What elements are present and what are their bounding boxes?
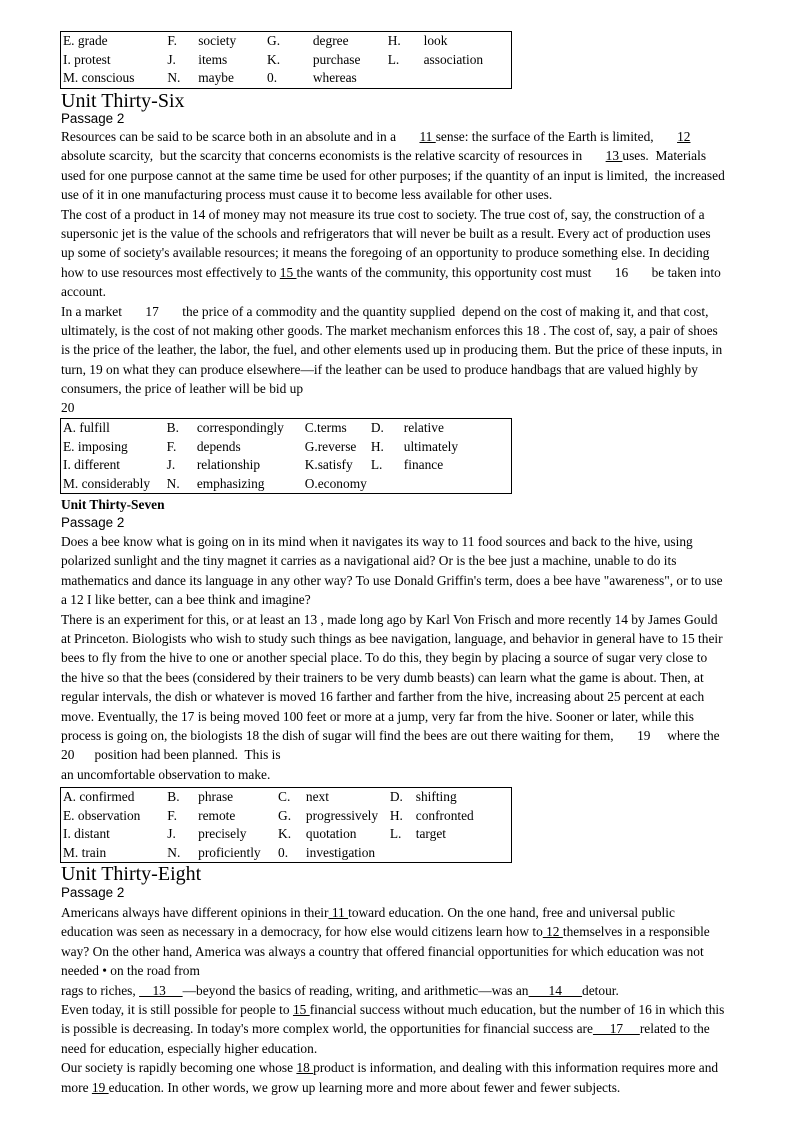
- word-bank-cell: society: [198, 33, 237, 48]
- word-bank-cell: phrase: [198, 789, 234, 804]
- word-bank-cell: shifting: [415, 789, 457, 804]
- blank-number: 12: [542, 924, 563, 940]
- text-run: polarized sunlight and the tiny magnet it carries as a navigational aid? Or is the bee just a machine, unable to do its: [61, 553, 677, 569]
- unit-37-passage-text: [61, 532, 761, 784]
- text-run: account.: [61, 284, 106, 300]
- blank-number: 15: [292, 1001, 310, 1017]
- text-run: at Princeton. Biologists who wish to study such things as bee navigation, language, and behavior in general have to 15 their: [61, 630, 723, 646]
- text-run: education. In other words, we grow up learning more and more about fewer and fewer subjects.: [108, 1079, 621, 1095]
- word-bank-cell: B.: [167, 789, 180, 804]
- unit-38-passage-text: [61, 903, 761, 1097]
- unit-37-title: Unit Thirty-Seven: [61, 497, 165, 512]
- text-run: supersonic jet is the value of the schools and refrigerators that will never be built as a result. Every act of production uses: [61, 225, 711, 241]
- word-bank-cell: finance: [403, 457, 444, 472]
- word-bank-cell: A. fulfill: [63, 420, 110, 435]
- text-run: uses. Materials: [622, 148, 707, 164]
- word-bank-cell: L.: [389, 826, 402, 841]
- blank-number: 14: [528, 982, 583, 998]
- blank-number: 17: [592, 1021, 640, 1037]
- text-run: The cost of a product in 14 of money may not measure its true cost to society. The true cost of, say, the construction of a: [61, 206, 705, 222]
- text-run: 20 position had been planned. This is: [61, 747, 281, 763]
- word-bank-cell: target: [415, 826, 446, 841]
- word-bank-cell: E. imposing: [63, 438, 128, 454]
- blank-number: 18: [296, 1060, 314, 1076]
- passage-line: [61, 321, 761, 340]
- text-run: related to the: [639, 1021, 710, 1037]
- passage-line: [61, 340, 761, 359]
- passage-line: [61, 922, 761, 941]
- passage-line: [61, 1019, 761, 1038]
- text-run: is possible is decreasing. In today's more complex world, the opportunities for financial success are: [61, 1021, 593, 1037]
- word-bank-row: [61, 438, 512, 457]
- word-bank-cell: relative: [403, 420, 444, 435]
- word-bank-cell: purchase: [312, 51, 361, 67]
- word-bank-cell: K.: [267, 51, 281, 67]
- word-bank-cell: relationship: [196, 457, 261, 472]
- word-bank-cell: depends: [196, 438, 241, 454]
- word-bank-cell: quotation: [305, 826, 357, 841]
- passage-line: [61, 745, 761, 764]
- word-bank-cell: [369, 475, 402, 494]
- text-run: product is information, and dealing with this information requires more and: [313, 1060, 719, 1076]
- word-bank-cell: progressively: [305, 807, 379, 823]
- text-run: 20: [61, 400, 75, 416]
- word-bank-cell: association: [423, 51, 484, 67]
- text-run: more: [61, 1079, 92, 1095]
- text-run: toward education. On the one hand, free and universal public: [348, 905, 675, 920]
- word-bank-cell: [414, 844, 512, 863]
- word-bank-cell: look: [423, 33, 448, 48]
- word-bank-cell: K.: [278, 826, 292, 841]
- word-bank-cell: items: [198, 51, 228, 67]
- word-bank-cell: N.: [166, 475, 180, 491]
- word-bank-cell: C.terms: [304, 420, 347, 435]
- word-bank-cell: investigation: [305, 844, 376, 860]
- passage-line: [61, 243, 761, 262]
- passage-line: [61, 765, 761, 784]
- text-run: ultimately, is the cost of not making other goods. The market mechanism enforces this 18 . The cost of, say, a pair of shoes: [61, 322, 718, 338]
- word-bank-cell: N.: [167, 844, 181, 860]
- word-bank-table-top: [60, 31, 512, 89]
- text-run: financial success without much education, but the number of 16 in which this: [309, 1001, 725, 1017]
- word-bank-row: [61, 456, 512, 475]
- text-run: bees to fly from the hive to one or another special place. To do this, they begin by placing a source of sugar very close to: [61, 650, 708, 666]
- passage-line: [61, 166, 761, 185]
- passage-line: [61, 185, 761, 204]
- blank-number: 13: [605, 148, 623, 164]
- blank-number: 11: [328, 905, 349, 920]
- passage-line: [61, 1078, 761, 1097]
- word-bank-cell: H.: [370, 438, 384, 454]
- word-bank-cell: C.: [278, 789, 291, 804]
- passage-line: [61, 687, 761, 706]
- blank-number: 11: [419, 129, 436, 144]
- text-run: regular intervals, the dish or whatever is moved 16 farther and farther from the hive, increasing about 25 percent at each: [61, 689, 705, 705]
- word-bank-cell: M. train: [63, 844, 107, 860]
- text-run: needed • on the road from: [61, 963, 200, 979]
- passage-line: [61, 610, 761, 629]
- passage-line: [61, 127, 761, 146]
- word-bank-cell: J.: [166, 457, 176, 472]
- text-run: education was seen as necessary in a democracy, for how else would citizens learn how to: [61, 924, 543, 940]
- word-bank-cell: [402, 475, 512, 494]
- word-bank-cell: D.: [389, 789, 403, 804]
- text-run: Even today, it is still possible for people to: [61, 1001, 293, 1017]
- word-bank-table-unit-37: [60, 787, 512, 863]
- word-bank-cell: [386, 69, 422, 88]
- text-run: way? On the other hand, America was always a country that offered financial opportunities for which education was not: [61, 943, 704, 959]
- word-bank-cell: G.: [267, 33, 281, 48]
- blank-number: 13: [139, 982, 183, 998]
- text-run: the wants of the community, this opportunity cost must 16 be taken into: [296, 264, 721, 280]
- passage-line: [61, 379, 761, 398]
- text-run: Our society is rapidly becoming one whose: [61, 1060, 297, 1076]
- word-bank-row: [61, 825, 512, 844]
- word-bank-table-unit-36: [60, 418, 512, 494]
- unit-38-passage-label: Passage 2: [61, 885, 125, 900]
- word-bank-cell: E. observation: [63, 807, 141, 823]
- unit-36-passage-text: [61, 127, 761, 418]
- passage-line: [61, 1039, 761, 1058]
- word-bank-cell: 0.: [278, 844, 289, 860]
- text-run: turn, 19 on what they can produce elsewhere—if the leather can be used to produce handbags that are valued highly by: [61, 361, 698, 377]
- text-run: used for one purpose cannot at the same time be used for other purposes; if the quantity of an input is limited, the increased: [61, 167, 725, 183]
- text-run: Americans always have different opinions in their: [61, 905, 329, 920]
- text-run: detour.: [582, 982, 619, 998]
- word-bank-cell: emphasizing: [196, 475, 265, 491]
- text-run: Does a bee know what is going on in its mind when it navigates its way to 11 food sources and back to the hive, using: [61, 534, 693, 549]
- text-run: Resources can be said to be scarce both in an absolute and in a: [61, 129, 420, 144]
- word-bank-cell: F.: [167, 807, 178, 823]
- passage-line: [61, 302, 761, 321]
- passage-line: [61, 360, 761, 379]
- word-bank-cell: whereas: [312, 70, 357, 85]
- word-bank-cell: J.: [167, 51, 176, 67]
- text-run: the hive so that the bees (considered by their trainers to be very dumb beasts) can learn what the game is about. Then, at: [61, 669, 704, 685]
- word-bank-cell: E. grade: [63, 33, 108, 48]
- word-bank-row: [61, 844, 512, 863]
- passage-line: [61, 224, 761, 243]
- passage-line: [61, 629, 761, 648]
- unit-36-passage-label: Passage 2: [61, 111, 125, 126]
- passage-line: [61, 205, 761, 224]
- word-bank-cell: G.: [278, 807, 292, 823]
- word-bank-cell: F.: [166, 438, 177, 454]
- passage-line: [61, 532, 761, 551]
- word-bank-cell: L.: [370, 457, 383, 472]
- passage-line: [61, 981, 761, 1000]
- unit-36-title: Unit Thirty-Six: [61, 90, 185, 112]
- word-bank-cell: J.: [167, 826, 176, 841]
- text-run: a 12 I like better, can a bee think and imagine?: [61, 592, 311, 608]
- text-run: an uncomfortable observation to make.: [61, 766, 271, 782]
- word-bank-cell: 0.: [267, 70, 278, 85]
- passage-line: [61, 707, 761, 726]
- word-bank-cell: I. protest: [63, 51, 111, 67]
- text-run: move. Eventually, the 17 is being moved 100 feet or more at a jump, very far from the hive. Sooner or later, while this: [61, 708, 694, 724]
- word-bank-cell: K.satisfy: [304, 457, 353, 472]
- word-bank-cell: maybe: [198, 70, 234, 85]
- text-run: is the price of the leather, the labor, the fuel, and other elements used up in producing them. But the price of these inputs, in: [61, 342, 723, 358]
- word-bank-cell: O.economy: [304, 475, 367, 491]
- word-bank-row: [61, 32, 512, 51]
- text-run: There is an experiment for this, or at least an 13 , made long ago by Karl Von Frisch and more recently 14 by James Gould: [61, 611, 718, 627]
- word-bank-cell: G.reverse: [304, 438, 357, 454]
- word-bank-cell: confronted: [415, 807, 474, 823]
- text-run: —beyond the basics of reading, writing, and arithmetic—was an: [182, 982, 529, 998]
- word-bank-cell: M. conscious: [63, 70, 135, 85]
- word-bank-cell: ultimately: [403, 438, 459, 454]
- passage-line: [61, 551, 761, 570]
- word-bank-row: [61, 51, 512, 70]
- passage-line: [61, 942, 761, 961]
- passage-line: [61, 398, 761, 417]
- word-bank-cell: correspondingly: [196, 420, 284, 435]
- word-bank-cell: next: [305, 789, 329, 804]
- word-bank-cell: B.: [166, 420, 179, 435]
- word-bank-cell: I. different: [63, 457, 121, 472]
- word-bank-cell: proficiently: [198, 844, 261, 860]
- word-bank-cell: F.: [167, 33, 178, 48]
- word-bank-cell: I. distant: [63, 826, 110, 841]
- text-run: how to use resources most effectively to: [61, 264, 280, 280]
- passage-line: [61, 668, 761, 687]
- passage-line: [61, 263, 761, 282]
- passage-line: [61, 961, 761, 980]
- word-bank-cell: M. considerably: [63, 475, 151, 491]
- text-run: use of it in one manufacturing process must cause it to become less available for other uses.: [61, 187, 553, 203]
- passage-line: [61, 1058, 761, 1077]
- word-bank-row: [61, 419, 512, 438]
- passage-line: [61, 726, 761, 745]
- word-bank-cell: [388, 844, 414, 863]
- passage-line: [61, 1000, 761, 1019]
- passage-line: [61, 590, 761, 609]
- word-bank-row: [61, 69, 512, 88]
- text-run: need for education, especially higher education.: [61, 1040, 318, 1056]
- unit-37-passage-label: Passage 2: [61, 515, 125, 530]
- word-bank-row: [61, 807, 512, 826]
- passage-line: [61, 571, 761, 590]
- word-bank-cell: D.: [370, 420, 384, 435]
- passage-line: [61, 648, 761, 667]
- text-run: In a market 17 the price of a commodity and the quantity supplied depend on the cost of making it, and that cost,: [61, 303, 709, 319]
- text-run: themselves in a responsible: [562, 924, 710, 940]
- word-bank-cell: A. confirmed: [63, 789, 135, 804]
- word-bank-cell: H.: [387, 33, 401, 48]
- word-bank-cell: H.: [389, 807, 403, 823]
- passage-line: [61, 903, 761, 922]
- text-run: mathematics and dance its language in any other way? To use Donald Griffin's term, does a bee have "awareness", or to use: [61, 572, 723, 588]
- passage-line: [61, 282, 761, 301]
- text-run: absolute scarcity, but the scarcity that concerns economists is the relative scarcity of resources in: [61, 148, 606, 164]
- word-bank-cell: precisely: [198, 826, 247, 841]
- word-bank-cell: N.: [167, 70, 181, 85]
- blank-number: 15: [279, 264, 297, 280]
- text-run: rags to riches,: [61, 982, 140, 998]
- word-bank-row: [61, 475, 512, 494]
- text-run: consumers, the price of leather will be bid up: [61, 381, 304, 397]
- text-run: process is going on, the biologists 18 the dish of sugar will find the bees are out there waiting for them, 19 where the: [61, 727, 720, 743]
- word-bank-cell: L.: [387, 51, 400, 67]
- passage-line: [61, 146, 761, 165]
- blank-number: 19: [91, 1079, 109, 1095]
- word-bank-cell: degree: [312, 33, 349, 48]
- blank-number: 12: [677, 129, 691, 144]
- word-bank-row: [61, 788, 512, 807]
- text-run: sense: the surface of the Earth is limited,: [435, 129, 678, 144]
- word-bank-cell: remote: [198, 807, 236, 823]
- text-run: up some of society's available resources; it means the foregoing of an opportunity to produce something else. In deciding: [61, 245, 710, 261]
- word-bank-cell: [422, 69, 512, 88]
- unit-38-title: Unit Thirty-Eight: [61, 863, 202, 885]
